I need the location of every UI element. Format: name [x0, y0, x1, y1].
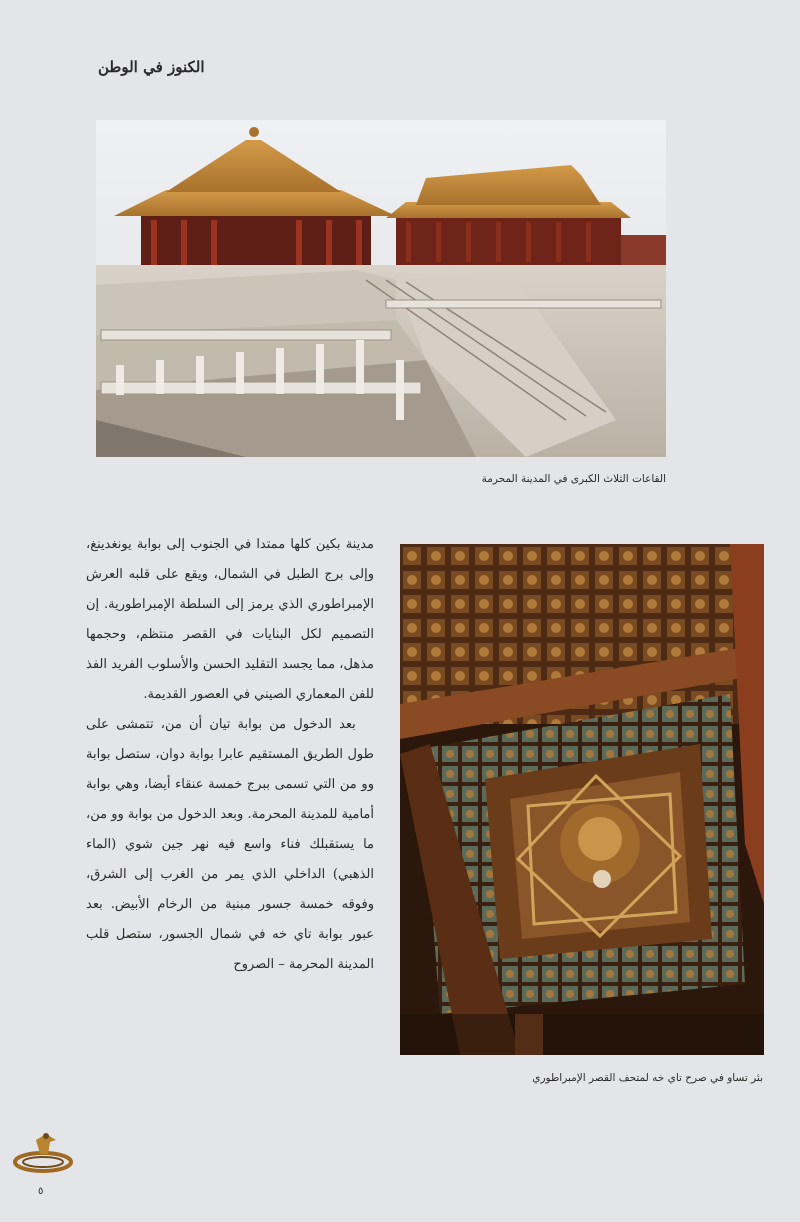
paragraph-2: بعد الدخول من بوابة تيان أن من، تتمشى على طول الطريق المستقيم عابرا بوابة دوان، ستصل بوابة وو من التي تسمى ببرج خمسة عنقاء أيضا، وهي بوابة أمامية للمدينة المحرمة. وبعد الدخول من بوابة وو من، ما يستقبلك فناء واسع فيه نهر جين شوي (الماء الذهبي) الداخلي الذي يمر من الغرب إلى الشرق، وفوقه خمسة جسور مبنية من الرخام الأبيض. بعد عبور بوابة تاي خه في شمال الجسور، ستصل قلب المدينة المحرمة – الصروح — [86, 717, 374, 972]
paragraph-1: مدينة بكين كلها ممتدا في الجنوب إلى بوابة يونغدينغ، وإلى برج الطبل في الشمال، ويقع على قلبه العرش الإمبراطوري الذي يرمز إلى السلطة الإمبراطورية. إن التصميم لكل البنايات في القصر منتظم، وحجمها مذهل، مما يجسد التقليد الحسن والأسلوب الفريد الفذ للفن المعماري الصيني في العصور القديمة. — [86, 537, 374, 702]
page-number: ٥ — [38, 1186, 44, 1197]
running-header: الكنوز في الوطن — [98, 58, 205, 76]
photo-caption-ceiling: بئر تساو في صرح تاي خه لمتحف القصر الإمبراطوري — [532, 1072, 763, 1084]
article-body — [86, 530, 374, 980]
caisson-ceiling-photo — [400, 544, 764, 1055]
publisher-logo-icon — [12, 1126, 74, 1178]
photo-caption-halls: القاعات الثلاث الكبرى في المدينة المحرمة — [481, 473, 666, 485]
three-great-halls-photo — [96, 120, 666, 457]
